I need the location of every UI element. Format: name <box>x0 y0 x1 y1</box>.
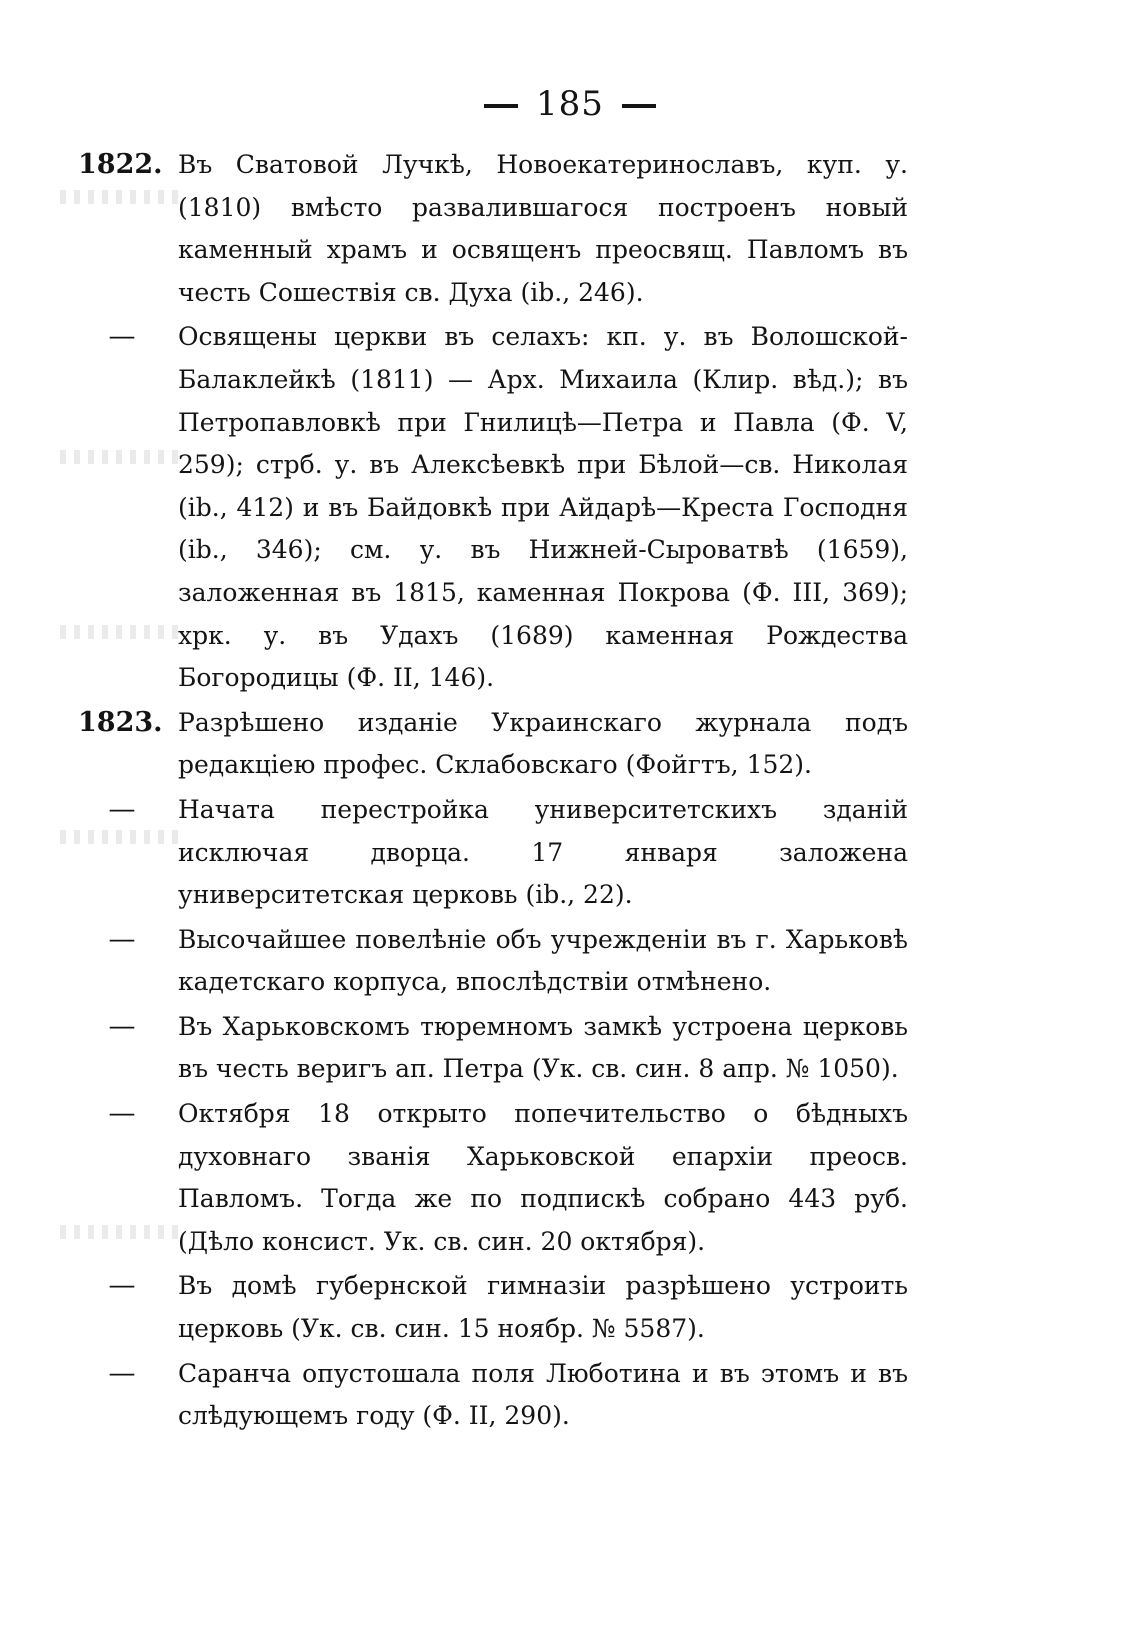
entry-dash: — <box>108 1098 136 1130</box>
entry-dash: — <box>108 1010 136 1042</box>
chronicle-entry <box>78 1006 908 1091</box>
chronicle-entry <box>78 789 908 917</box>
chronicle-entry <box>78 1353 908 1438</box>
chronicle-entry <box>78 702 908 787</box>
right-ornament-dash <box>622 104 656 108</box>
entry-dash: — <box>108 923 136 955</box>
entry-dash: — <box>108 793 136 825</box>
entry-year: 1823. <box>78 706 163 738</box>
entry-text: Освящены церкви въ селахъ: кп. у. въ Волошской-Балаклейкѣ (1811) — Арх. Михаила (Клир. вѣд.); въ Петропавловкѣ при Гнилицѣ—Петра и Павла (Ф. V, 259); стрб. у. въ Алексѣевкѣ при Бѣлой—св. Николая (ib., 412) и въ Байдовкѣ при Айдарѣ—Креста Господня (ib., 346); см. у. въ Нижней-Сыроватвѣ (1659), заложенная въ 1815, каменная Покрова (Ф. III, 369); хрк. у. въ Удахъ (1689) каменная Рождества Богородицы (Ф. II, 146). <box>178 322 908 693</box>
page-number <box>0 84 1140 124</box>
entry-text: Въ домѣ губернской гимназіи разрѣшено устроить церковь (Ук. св. син. 15 ноябр. № 5587). <box>178 1271 908 1344</box>
entry-text: Саранча опустошала поля Люботина и въ этомъ и въ слѣдующемъ году (Ф. II, 290). <box>178 1358 908 1431</box>
chronicle-entry <box>78 1265 908 1350</box>
page-number-text: 185 <box>536 84 604 124</box>
chronicle-entry <box>78 144 908 314</box>
entry-text: Октября 18 открыто попечительство о бѣдныхъ духовнаго званія Харьковской епархіи преосв. Павломъ. Тогда же по подпискѣ собрано 443 руб. (Дѣло консист. Ук. св. син. 20 октября). <box>178 1099 908 1256</box>
left-ornament-dash <box>484 104 518 108</box>
entry-text: Разрѣшено изданіе Украинскаго журнала подъ редакціею профес. Склабовскаго (Фойгтъ, 152). <box>178 707 908 780</box>
entry-text: Въ Сватовой Лучкѣ, Новоекатеринославъ, куп. у. (1810) вмѣсто развалившагося построенъ новый каменный храмъ и освященъ преосвящ. Павломъ въ честь Сошествія св. Духа (ib., 246). <box>178 150 908 307</box>
entry-text: Высочайшее повелѣніе объ учрежденіи въ г. Харьковѣ кадетскаго корпуса, впослѣдствіи отмѣнено. <box>178 924 908 997</box>
chronicle-entry <box>78 1093 908 1263</box>
entry-text: Въ Харьковскомъ тюремномъ замкѣ устроена церковь въ честь веригъ ап. Петра (Ук. св. син. 8 апр. № 1050). <box>178 1011 908 1084</box>
entry-dash: — <box>108 321 136 353</box>
entry-dash: — <box>108 1357 136 1389</box>
chronicle-entry <box>78 316 908 699</box>
chronicle-entries <box>78 144 908 1440</box>
entry-text: Начата перестройка университетскихъ зданій исключая дворца. 17 января заложена университетская церковь (ib., 22). <box>178 794 908 910</box>
entry-dash: — <box>108 1270 136 1302</box>
chronicle-entry <box>78 919 908 1004</box>
entry-year: 1822. <box>78 149 163 180</box>
